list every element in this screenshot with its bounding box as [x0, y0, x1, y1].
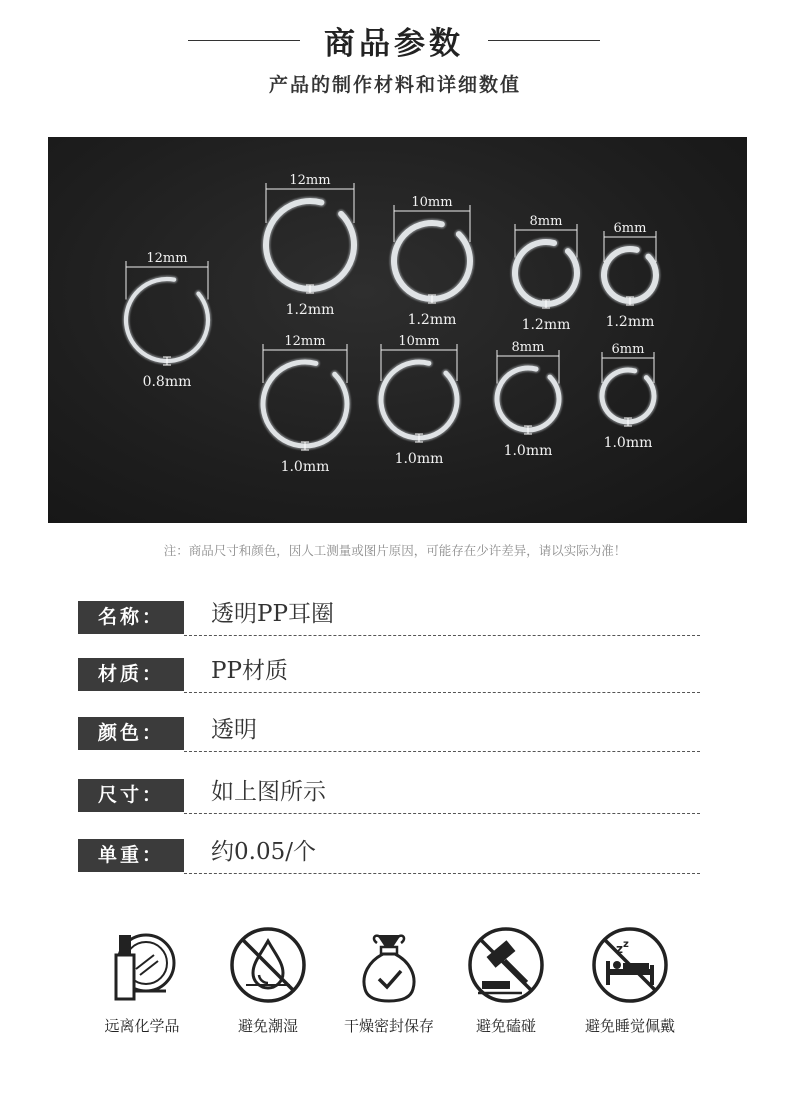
spec-value: 如上图所示 [211, 779, 326, 805]
ring-size-label: 12mm [146, 251, 188, 266]
svg-text:z: z [623, 939, 629, 950]
ring-item [394, 195, 470, 328]
spec-value: 透明 [211, 717, 257, 743]
ring-item [515, 214, 577, 333]
svg-text:z: z [616, 942, 623, 956]
ring-size-label: 10mm [398, 334, 440, 349]
ring-item [263, 334, 347, 475]
ring-thickness-label: 1.2mm [285, 302, 335, 318]
product-photo [48, 137, 747, 523]
dashed-divider [184, 813, 700, 814]
water-drop-icon [226, 925, 310, 1007]
care-item-chemicals [82, 925, 202, 1036]
spec-label: 单重： [78, 839, 184, 872]
page-subtitle: 产品的制作材料和详细数值 [268, 74, 521, 96]
disclaimer-note: 注：商品尺寸和颜色，因人工测量或图片原因，可能存在少许差异，请以实际为准！ [163, 543, 627, 558]
ring-size-label: 10mm [411, 195, 453, 210]
ring-item [126, 251, 208, 390]
ring-shape [602, 370, 654, 422]
ring-thickness-label: 1.0mm [280, 459, 330, 475]
ring-item [602, 342, 654, 451]
ring-thickness-label: 1.2mm [407, 312, 457, 328]
ring-thickness-label: 1.0mm [503, 443, 553, 459]
ring-shape [604, 249, 656, 301]
spec-label: 材质： [78, 658, 184, 691]
ring-shape [266, 201, 354, 289]
ring-shape [263, 362, 347, 446]
care-caption: 避免睡觉佩戴 [584, 1017, 675, 1035]
ring-size-label: 6mm [613, 221, 647, 236]
spec-label: 尺寸： [78, 779, 184, 812]
ring-size-label: 8mm [511, 340, 545, 355]
ring-size-label: 8mm [529, 214, 563, 229]
care-icons [0, 925, 790, 1045]
ring-thickness-label: 1.0mm [394, 451, 444, 467]
ring-shape [381, 362, 457, 438]
spec-row-weight [78, 836, 700, 876]
ring-item [497, 340, 559, 459]
care-item-moisture [208, 925, 328, 1036]
care-item-sleep [570, 925, 690, 1036]
hammer-icon [464, 925, 548, 1007]
ring-shape [515, 242, 577, 304]
care-caption: 干燥密封保存 [343, 1017, 434, 1035]
dashed-divider [184, 692, 700, 693]
spec-value: 约0.05/个 [211, 839, 316, 865]
ring-thickness-label: 1.2mm [605, 314, 655, 330]
ring-shape [497, 368, 559, 430]
spec-value: PP材质 [211, 658, 288, 684]
header-divider-right [488, 40, 600, 41]
spec-label: 名称： [78, 601, 184, 634]
ring-shape [394, 223, 470, 299]
sleep-icon [588, 925, 672, 1007]
ring-item [604, 221, 656, 330]
care-caption: 远离化学品 [104, 1017, 180, 1035]
spec-row-size [78, 776, 700, 816]
cosmetics-icon [100, 925, 184, 1007]
ring-size-label: 6mm [611, 342, 645, 357]
care-caption: 避免潮湿 [237, 1017, 298, 1035]
rings-illustration [48, 137, 747, 523]
ring-size-label: 12mm [289, 173, 331, 188]
page-title: 商品参数 [324, 26, 464, 62]
dashed-divider [184, 635, 700, 636]
care-item-impact [446, 925, 566, 1036]
ring-item [266, 173, 354, 318]
spec-row-name [78, 598, 700, 638]
care-caption: 避免磕碰 [475, 1017, 536, 1035]
ring-thickness-label: 1.2mm [521, 317, 571, 333]
spec-label: 颜色： [78, 717, 184, 750]
ring-thickness-label: 0.8mm [142, 374, 192, 390]
ring-size-label: 12mm [284, 334, 326, 349]
spec-row-material [78, 655, 700, 695]
ring-thickness-label: 1.0mm [603, 435, 653, 451]
dashed-divider [184, 873, 700, 874]
header-divider-left [188, 40, 300, 41]
spec-value: 透明PP耳圈 [211, 601, 334, 627]
section-header [0, 18, 790, 62]
ring-item [381, 334, 457, 467]
care-item-storage [329, 925, 449, 1036]
spec-row-color [78, 714, 700, 754]
dashed-divider [184, 751, 700, 752]
sealed-bag-icon [347, 925, 431, 1007]
